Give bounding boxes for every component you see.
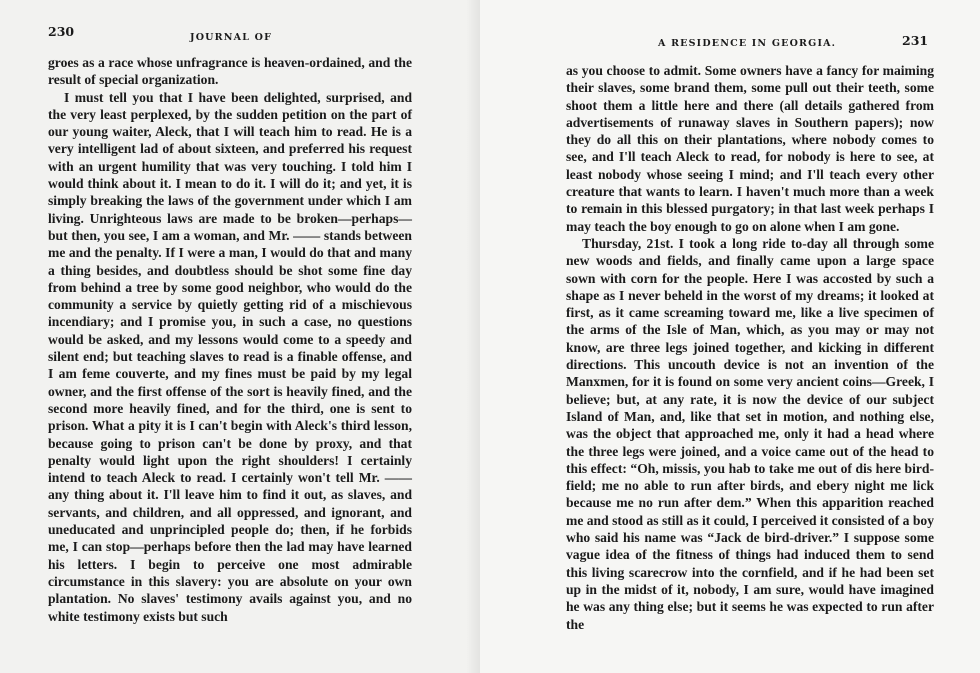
right-page-number: 231 (902, 33, 929, 48)
left-page-body (48, 54, 412, 625)
left-paragraph-2: I must tell you that I have been delighted, surprised, and the very least perplexed, by the sudden petition on the part of our young waiter, Aleck, that I will teach him to read. He is a very intelligent lad of about sixteen, and preferred his request with an urgent humility that was very touching. I told him I would think about it. I mean to do it. I will do it; and yet, it is simply breaking the laws of the government under which I am living. Unrighteous laws are made to be broken—perhaps—but then, you see, I am a woman, and Mr. —— stands between me and the penalty. If I were a man, I would do that and many a thing besides, and doubtless should be shot some fine day from behind a tree by some good neighbor, who would do the community a service by quietly getting rid of a mischievous incendiary; and I promise you, in such a case, no questions would be asked, and my lessons would come to a speedy and silent end; but teaching slaves to read is a finable offense, and I am feme couverte, and my fines must be paid by my legal owner, and the first offense of the sort is heavily fined, and the second more heavily fined, and for the third, one is sent to prison. What a pity it is I can't begin with Aleck's third lesson, because going to prison can't be done by proxy, and that penalty would light upon the right shoulders! I certainly intend to teach Aleck to read. I certainly won't tell Mr. —— any thing about it. I'll leave him to find it out, as slaves, and servants, and children, and all oppressed, and ignorant, and uneducated and unprincipled people do; then, if he forbids me, I can stop—perhaps before then the lad may have learned his letters. I begin to perceive one most admirable circumstance in this slavery: you are absolute on your own plantation. No slaves' testimony avails against you, and no white testimony exists but such (48, 89, 412, 624)
left-page (0, 0, 480, 673)
right-paragraph-2: Thursday, 21st. I took a long ride to-day all through some new woods and fields, and finally came upon a large space sown with corn for the people. Here I was accosted by such a shape as I never beheld in the worst of my dreams; it looked at first, as it came screaming toward me, like a live specimen of the arms of the Isle of Man, which, as you may or may not know, are three legs joined together, and kicking in different directions. This uncouth device is not an invention of the Manxmen, for it is found on some very ancient coins—Greek, I believe; but, at any rate, it is now the device of our subject Island of Man, and, like that set in motion, and nothing else, was the object that approached me, only it had a head where the three legs were joined, and a voice came out of the head to this effect: “Oh, missis, you hab to take me out of dis here bird-field; me no able to run after birds, and ebery night me lick because me no run after dem.” When this apparition reached me and stood as still as it could, I perceived it consisted of a boy who said his name was “Jack de bird-driver.” I suppose some vague idea of the fitness of things had induced them to send this living scarecrow into the cornfield, and if he had been set up in the midst of it, nobody, I am sure, would have imagined he was any thing else; but it seems he was expected to run after the (566, 235, 934, 632)
right-page (480, 0, 980, 673)
right-page-body (566, 62, 934, 633)
left-running-head: JOURNAL OF (190, 32, 273, 43)
right-running-head: A RESIDENCE IN GEORGIA. (658, 38, 837, 49)
right-paragraph-1: as you choose to admit. Some owners have a fancy for maiming their slaves, some brand them, some pull out their teeth, some shoot them a little here and there (all details gathered from advertisements of runaway slaves in Southern papers); now they do all this on their plantations, where nobody comes to see, and I'll teach Aleck to read, for nobody is here to see, at least nobody whose seeing I mind; and I'll teach every other creature that wants to learn. I haven't much more than a week to remain in this blessed purgatory; in that last week perhaps I may teach the boy enough to go on alone when I am gone. (566, 63, 934, 234)
left-paragraph-1: groes as a race whose unfragrance is heaven-ordained, and the result of special organization. (48, 55, 412, 88)
left-page-number: 230 (48, 24, 75, 39)
